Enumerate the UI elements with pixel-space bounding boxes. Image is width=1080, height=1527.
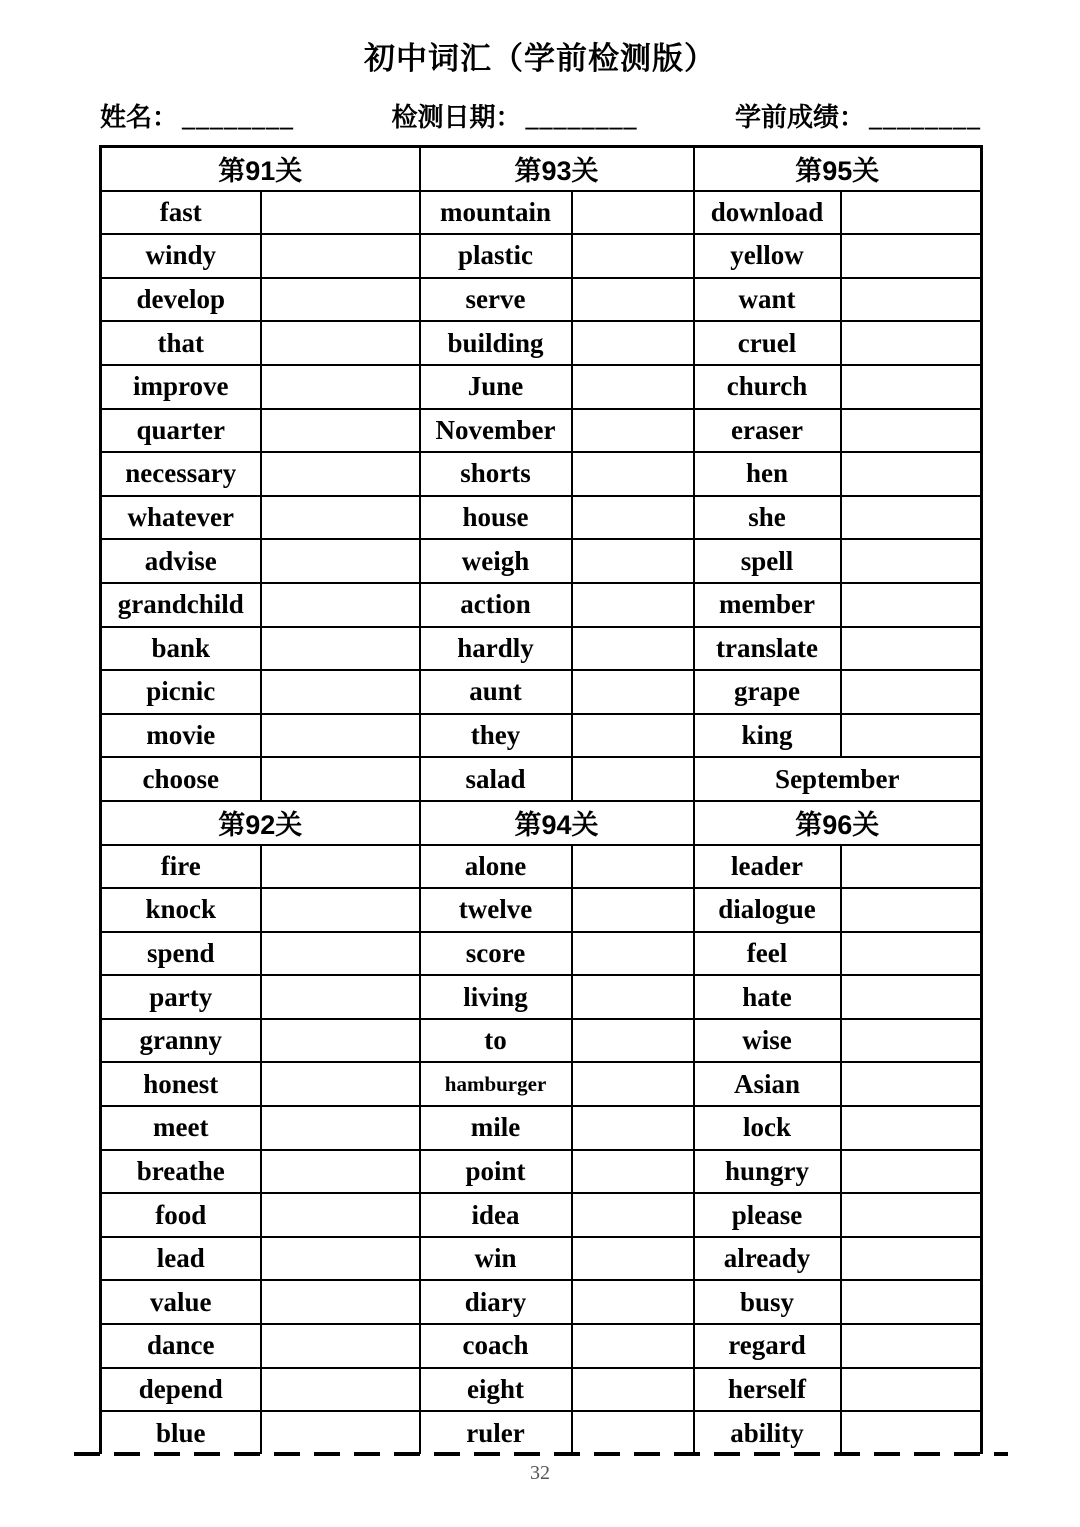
word-row [101, 670, 982, 714]
answer-blank-cell [841, 321, 982, 365]
answer-blank-cell [261, 496, 420, 540]
answer-blank-cell [261, 1019, 420, 1063]
answer-blank-cell [261, 757, 420, 801]
section-header-cell: 第91关 [101, 147, 420, 191]
answer-blank-cell [261, 1193, 420, 1237]
answer-blank-cell [572, 365, 694, 409]
answer-blank-cell [261, 452, 420, 496]
answer-blank-cell [841, 1019, 982, 1063]
word-cell: she [694, 496, 841, 540]
answer-blank-cell [572, 583, 694, 627]
word-cell: quarter [101, 409, 261, 453]
section-header-cell: 第94关 [420, 801, 694, 845]
answer-blank-cell [841, 539, 982, 583]
name-field [100, 102, 294, 133]
answer-blank-cell [841, 409, 982, 453]
answer-blank-cell [572, 1324, 694, 1368]
word-cell: to [420, 1019, 572, 1063]
word-cell: want [694, 278, 841, 322]
section-header-cell: 第93关 [420, 147, 694, 191]
word-cell: spend [101, 932, 261, 976]
word-row [101, 496, 982, 540]
answer-blank-cell [572, 1150, 694, 1194]
answer-blank-cell [572, 975, 694, 1019]
answer-blank-cell [572, 757, 694, 801]
word-cell: breathe [101, 1150, 261, 1194]
word-row [101, 975, 982, 1019]
word-cell: shorts [420, 452, 572, 496]
answer-blank-cell [261, 191, 420, 235]
answer-blank-cell [841, 234, 982, 278]
word-cell: choose [101, 757, 261, 801]
word-row [101, 845, 982, 889]
answer-blank-cell [261, 627, 420, 671]
word-cell: grandchild [101, 583, 261, 627]
word-cell: they [420, 714, 572, 758]
word-cell: lead [101, 1237, 261, 1281]
word-cell: win [420, 1237, 572, 1281]
word-row [101, 714, 982, 758]
word-cell: June [420, 365, 572, 409]
answer-blank-cell [841, 975, 982, 1019]
vocab-table [99, 145, 983, 1454]
word-cell: grape [694, 670, 841, 714]
answer-blank-cell [572, 1019, 694, 1063]
answer-blank-cell [841, 1411, 982, 1454]
pre-test-score-blank-line: ________ [868, 103, 981, 132]
word-row [101, 1368, 982, 1412]
answer-blank-cell [261, 1150, 420, 1194]
word-cell: ruler [420, 1411, 572, 1454]
word-row [101, 1280, 982, 1324]
word-cell: living [420, 975, 572, 1019]
word-cell: blue [101, 1411, 261, 1454]
answer-blank-cell [841, 1280, 982, 1324]
answer-blank-cell [572, 1368, 694, 1412]
word-cell: lock [694, 1106, 841, 1150]
answer-blank-cell [261, 1062, 420, 1106]
word-row [101, 1150, 982, 1194]
answer-blank-cell [572, 670, 694, 714]
answer-blank-cell [841, 278, 982, 322]
word-cell: please [694, 1193, 841, 1237]
answer-blank-cell [841, 845, 982, 889]
word-row [101, 1106, 982, 1150]
answer-blank-cell [572, 496, 694, 540]
word-cell: party [101, 975, 261, 1019]
word-cell: movie [101, 714, 261, 758]
word-cell: value [101, 1280, 261, 1324]
word-cell: fast [101, 191, 261, 235]
word-row [101, 627, 982, 671]
word-cell: hen [694, 452, 841, 496]
word-row [101, 1411, 982, 1454]
word-row [101, 583, 982, 627]
word-row [101, 321, 982, 365]
word-row [101, 757, 982, 801]
word-cell: salad [420, 757, 572, 801]
word-row [101, 1193, 982, 1237]
word-row [101, 234, 982, 278]
word-row [101, 888, 982, 932]
word-row [101, 452, 982, 496]
test-date-blank-line: ________ [525, 103, 638, 132]
answer-blank-cell [841, 1193, 982, 1237]
word-cell: Asian [694, 1062, 841, 1106]
word-cell: eraser [694, 409, 841, 453]
word-cell: church [694, 365, 841, 409]
answer-blank-cell [841, 1062, 982, 1106]
answer-blank-cell [261, 539, 420, 583]
answer-blank-cell [841, 1368, 982, 1412]
word-cell: busy [694, 1280, 841, 1324]
word-cell: diary [420, 1280, 572, 1324]
answer-blank-cell [261, 234, 420, 278]
answer-blank-cell [572, 539, 694, 583]
word-cell: whatever [101, 496, 261, 540]
word-cell: wise [694, 1019, 841, 1063]
answer-blank-cell [261, 1368, 420, 1412]
word-row [101, 1062, 982, 1106]
answer-blank-cell [841, 714, 982, 758]
word-cell: idea [420, 1193, 572, 1237]
word-row [101, 191, 982, 235]
vocab-table-body [101, 147, 982, 1454]
answer-blank-cell [261, 1280, 420, 1324]
answer-blank-cell [572, 1106, 694, 1150]
answer-blank-cell [572, 1280, 694, 1324]
word-cell: improve [101, 365, 261, 409]
word-cell: aunt [420, 670, 572, 714]
word-cell: knock [101, 888, 261, 932]
answer-blank-cell [841, 888, 982, 932]
word-cell: food [101, 1193, 261, 1237]
word-cell: hamburger [420, 1062, 572, 1106]
word-cell: September [694, 757, 982, 801]
word-cell: dialogue [694, 888, 841, 932]
word-cell: mountain [420, 191, 572, 235]
answer-blank-cell [572, 191, 694, 235]
word-cell: honest [101, 1062, 261, 1106]
answer-blank-cell [261, 932, 420, 976]
section-header-row [101, 801, 982, 845]
word-cell: dance [101, 1324, 261, 1368]
test-date-field [391, 102, 637, 133]
answer-blank-cell [261, 583, 420, 627]
word-cell: develop [101, 278, 261, 322]
pre-test-score-field [735, 102, 981, 133]
word-cell: hardly [420, 627, 572, 671]
answer-blank-cell [841, 191, 982, 235]
test-date-label: 检测日期： [391, 102, 522, 132]
word-cell: king [694, 714, 841, 758]
word-cell: twelve [420, 888, 572, 932]
answer-blank-cell [261, 365, 420, 409]
word-cell: plastic [420, 234, 572, 278]
word-cell: ability [694, 1411, 841, 1454]
page-title: 初中词汇（学前检测版） [364, 41, 716, 76]
answer-blank-cell [841, 583, 982, 627]
word-row [101, 1324, 982, 1368]
answer-blank-cell [572, 452, 694, 496]
word-cell: spell [694, 539, 841, 583]
word-cell: alone [420, 845, 572, 889]
answer-blank-cell [572, 1193, 694, 1237]
word-cell: leader [694, 845, 841, 889]
answer-blank-cell [261, 975, 420, 1019]
word-cell: eight [420, 1368, 572, 1412]
answer-blank-cell [572, 1237, 694, 1281]
word-cell: coach [420, 1324, 572, 1368]
answer-blank-cell [572, 409, 694, 453]
answer-blank-cell [261, 1324, 420, 1368]
answer-blank-cell [841, 1324, 982, 1368]
answer-blank-cell [841, 670, 982, 714]
word-cell: score [420, 932, 572, 976]
word-cell: download [694, 191, 841, 235]
word-cell: action [420, 583, 572, 627]
word-cell: weigh [420, 539, 572, 583]
section-header-cell: 第96关 [694, 801, 982, 845]
word-cell: bank [101, 627, 261, 671]
page-number: 32 [530, 1462, 550, 1484]
page-break-dashed-line [74, 1452, 1008, 1456]
name-blank-line: ________ [182, 103, 295, 132]
word-row [101, 932, 982, 976]
answer-blank-cell [261, 845, 420, 889]
answer-blank-cell [841, 1106, 982, 1150]
word-row [101, 1019, 982, 1063]
word-row [101, 539, 982, 583]
word-cell: November [420, 409, 572, 453]
word-row [101, 365, 982, 409]
word-cell: windy [101, 234, 261, 278]
word-cell: hate [694, 975, 841, 1019]
word-cell: building [420, 321, 572, 365]
answer-blank-cell [261, 409, 420, 453]
answer-blank-cell [572, 234, 694, 278]
word-row [101, 278, 982, 322]
word-cell: cruel [694, 321, 841, 365]
answer-blank-cell [261, 321, 420, 365]
answer-blank-cell [572, 714, 694, 758]
word-cell: picnic [101, 670, 261, 714]
word-cell: house [420, 496, 572, 540]
pre-test-score-label: 学前成绩： [734, 102, 865, 132]
answer-blank-cell [841, 452, 982, 496]
section-header-row [101, 147, 982, 191]
answer-blank-cell [572, 845, 694, 889]
answer-blank-cell [261, 714, 420, 758]
answer-blank-cell [572, 1062, 694, 1106]
word-cell: meet [101, 1106, 261, 1150]
word-cell: mile [420, 1106, 572, 1150]
answer-blank-cell [841, 627, 982, 671]
word-cell: serve [420, 278, 572, 322]
word-cell: member [694, 583, 841, 627]
answer-blank-cell [261, 888, 420, 932]
word-cell: regard [694, 1324, 841, 1368]
info-line [100, 102, 981, 133]
answer-blank-cell [572, 888, 694, 932]
word-cell: feel [694, 932, 841, 976]
answer-blank-cell [261, 1106, 420, 1150]
word-row [101, 1237, 982, 1281]
word-cell: necessary [101, 452, 261, 496]
word-cell: already [694, 1237, 841, 1281]
answer-blank-cell [841, 1150, 982, 1194]
word-cell: point [420, 1150, 572, 1194]
word-cell: granny [101, 1019, 261, 1063]
word-cell: that [101, 321, 261, 365]
answer-blank-cell [572, 627, 694, 671]
word-cell: herself [694, 1368, 841, 1412]
word-row [101, 409, 982, 453]
word-cell: yellow [694, 234, 841, 278]
answer-blank-cell [572, 278, 694, 322]
answer-blank-cell [572, 932, 694, 976]
answer-blank-cell [261, 1237, 420, 1281]
section-header-cell: 第92关 [101, 801, 420, 845]
section-header-cell: 第95关 [694, 147, 982, 191]
answer-blank-cell [261, 670, 420, 714]
answer-blank-cell [261, 1411, 420, 1454]
word-cell: fire [101, 845, 261, 889]
answer-blank-cell [841, 365, 982, 409]
answer-blank-cell [841, 932, 982, 976]
word-cell: advise [101, 539, 261, 583]
word-cell: depend [101, 1368, 261, 1412]
answer-blank-cell [572, 321, 694, 365]
name-label: 姓名： [100, 102, 179, 132]
answer-blank-cell [841, 1237, 982, 1281]
answer-blank-cell [572, 1411, 694, 1454]
word-cell: hungry [694, 1150, 841, 1194]
answer-blank-cell [261, 278, 420, 322]
word-cell: translate [694, 627, 841, 671]
answer-blank-cell [841, 496, 982, 540]
